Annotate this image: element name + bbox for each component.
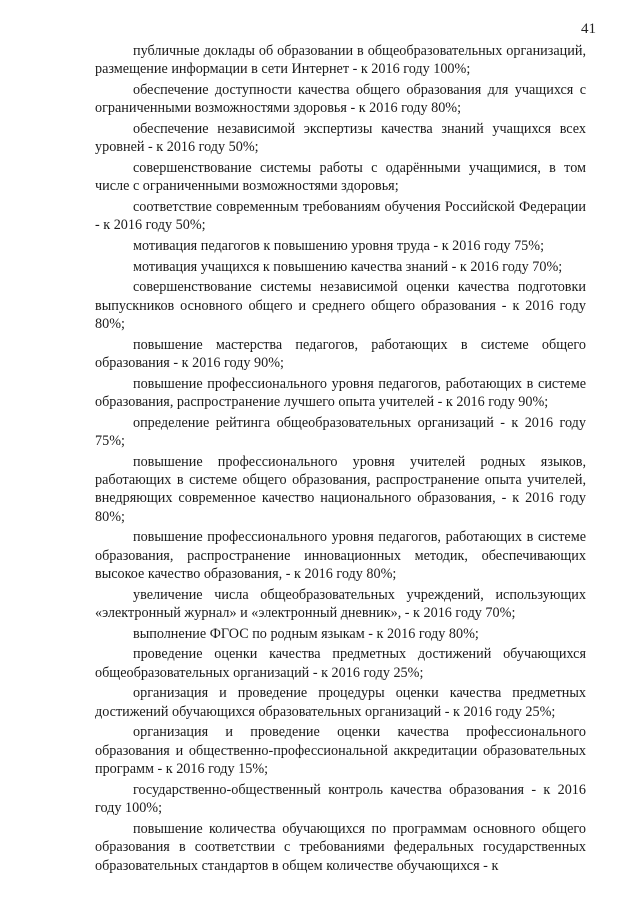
paragraph: совершенствование системы работы с одарёнными учащимися, в том числе с ограниченными возможностями здоровья; (95, 160, 586, 195)
paragraph: соответствие современным требованиям обучения Российской Федерации - к 2016 году 50%; (95, 199, 586, 234)
paragraph: государственно-общественный контроль качества образования - к 2016 году 100%; (95, 781, 586, 817)
paragraph: повышение профессионального уровня учителей родных языков, работающих в системе общего образования, распространение опыта учителей, внедряющих современное качество национального образования, - к 2016 году 80%; (95, 453, 586, 525)
paragraph: организация и проведение оценки качества профессионального образования и общественно-профессиональной аккредитации образовательных программ - к 2016 году 15%; (95, 724, 586, 778)
page-number: 41 (581, 21, 596, 37)
paragraph: повышение мастерства педагогов, работающих в системе общего образования - к 2016 году 90%; (95, 336, 586, 371)
paragraph: повышение количества обучающихся по программам основного общего образования в соответствии с требованиями федеральных государственных образовательных стандартов в общем количестве обучающихся - к (95, 820, 586, 874)
paragraph: повышение профессионального уровня педагогов, работающих в системе образования, распространение лучшего опыта учителей - к 2016 году 90%; (95, 375, 586, 410)
paragraph: увеличение числа общеобразовательных учреждений, использующих «электронный журнал» и «электронный дневник», - к 2016 году 70%; (95, 586, 586, 622)
paragraph: мотивация педагогов к повышению уровня труда - к 2016 году 75%; (133, 238, 545, 254)
paragraph: организация и проведение процедуры оценки качества предметных достижений обучающихся образовательных организаций - к 2016 году 25%; (95, 685, 586, 720)
paragraph: мотивация учащихся к повышению качества знаний - к 2016 году 70%; (133, 258, 563, 275)
paragraph: выполнение ФГОС по родным языкам - к 2016 году 80%; (133, 625, 479, 642)
paragraph: обеспечение доступности качества общего образования для учащихся с ограниченными возможностями здоровья - к 2016 году 80%; (95, 82, 586, 117)
paragraph: обеспечение независимой экспертизы качества знаний учащихся всех уровней - к 2016 году 50%; (95, 121, 586, 156)
paragraph: проведение оценки качества предметных достижений обучающихся общеобразовательных организаций - к 2016 году 25%; (95, 646, 586, 681)
body-text (95, 42, 586, 877)
paragraph: публичные доклады об образовании в общеобразовательных организаций, размещение информации в сети Интернет - к 2016 году 100%; (95, 43, 586, 78)
paragraph: совершенствование системы независимой оценки качества подготовки выпускников основного общего и среднего общего образования - к 2016 году 80%; (95, 279, 586, 332)
paragraph: повышение профессионального уровня педагогов, работающих в системе образования, распространение инновационных методик, обеспечивающих высокое качество образования, - к 2016 году 80%; (95, 529, 586, 583)
paragraph: определение рейтинга общеобразовательных организаций - к 2016 году 75%; (95, 414, 586, 449)
